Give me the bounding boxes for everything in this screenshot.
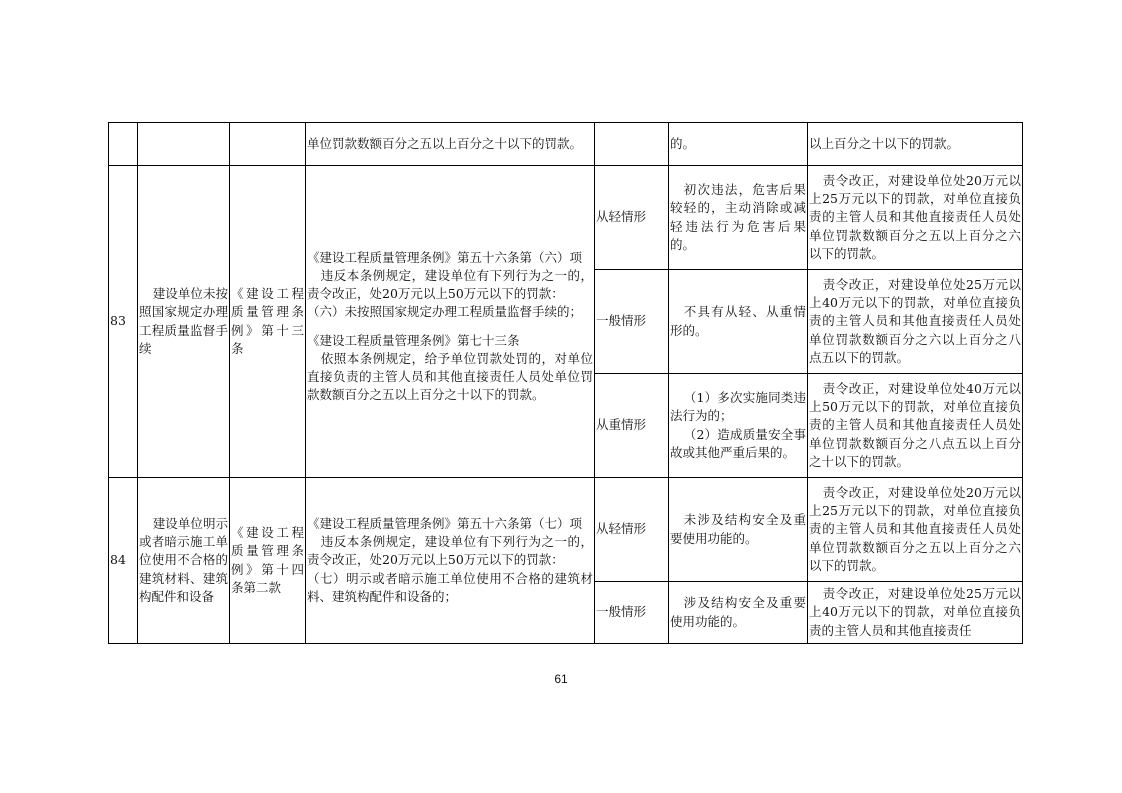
basis-title: 《建设工程质量管理条例》第七十三条 xyxy=(307,332,520,348)
situation-label: 从重情形 xyxy=(595,374,669,478)
situation-label: 从轻情形 xyxy=(595,166,669,270)
basis-item: （七）明示或者暗示施工单位使用不合格的建筑材料、建筑构配件和设备的； xyxy=(307,570,593,604)
violation-name: 建设单位未按照国家规定办理工程质量监督手续 xyxy=(138,166,230,478)
condition-item: （1）多次实施同类违法行为的； xyxy=(670,390,806,424)
table-row xyxy=(109,478,1023,582)
condition-item: （2）造成质量安全事故或其他严重后果的。 xyxy=(670,426,806,460)
item-number: 84 xyxy=(109,478,138,644)
applicable-condition: 未涉及结构安全及重要使用功能的。 xyxy=(669,478,808,582)
page-number: 61 xyxy=(554,672,568,686)
situation-label: 从轻情形 xyxy=(595,478,669,582)
penalty-basis xyxy=(306,166,595,478)
applicable-condition: 涉及结构安全及重要使用功能的。 xyxy=(669,582,808,644)
applicable-condition: 不具有从轻、从重情形的。 xyxy=(669,270,808,374)
penalty-standard-table xyxy=(108,122,1023,644)
penalty-standard: 责令改正，对建设单位处20万元以上25万元以下的罚款，对单位直接负责的主管人员和其他直接责任人员处单位罚款数额百分之五以上百分之六以下的罚款。 xyxy=(808,478,1023,582)
cell-condition: 的。 xyxy=(669,123,808,166)
situation-label: 一般情形 xyxy=(595,582,669,644)
cell-penalty: 以上百分之十以下的罚款。 xyxy=(808,123,1023,166)
cell-basis: 单位罚款数额百分之五以上百分之十以下的罚款。 xyxy=(306,123,595,166)
basis-title: 《建设工程质量管理条例》第五十六条第（六）项 xyxy=(307,249,583,265)
cell-no-empty xyxy=(109,123,138,166)
penalty-standard: 责令改正，对建设单位处20万元以上25万元以下的罚款，对单位直接负责的主管人员和其他直接责任人员处单位罚款数额百分之五以上百分之六以下的罚款。 xyxy=(808,166,1023,270)
basis-title: 《建设工程质量管理条例》第五十六条第（七）项 xyxy=(307,515,583,531)
basis-item: （六）未按照国家规定办理工程质量监督手续的； xyxy=(307,304,583,320)
basis-text: 违反本条例规定，建设单位有下列行为之一的，责令改正，处20万元以上50万元以下的罚款： xyxy=(307,267,593,302)
applicable-condition: 初次违法，危害后果较轻的，主动消除或减轻违法行为危害后果的。 xyxy=(669,166,808,270)
violated-provision: 《建设工程质量管理条例》第十四条第二款 xyxy=(230,478,306,644)
cell-situation-empty xyxy=(595,123,669,166)
cell-name-empty xyxy=(138,123,230,166)
situation-label: 一般情形 xyxy=(595,270,669,374)
applicable-condition xyxy=(669,374,808,478)
penalty-standard: 责令改正，对建设单位处40万元以上50万元以下的罚款，对单位直接负责的主管人员和其他直接责任人员处单位罚款数额百分之八点五以上百分之十以下的罚款。 xyxy=(808,374,1023,478)
item-number: 83 xyxy=(109,166,138,478)
penalty-standard: 责令改正，对建设单位处25万元以上40万元以下的罚款，对单位直接负责的主管人员和其他直接责任 xyxy=(808,582,1023,644)
penalty-standard: 责令改正，对建设单位处25万元以上40万元以下的罚款，对单位直接负责的主管人员和其他直接责任人员处单位罚款数额百分之六以上百分之八点五以下的罚款。 xyxy=(808,270,1023,374)
violated-provision: 《建设工程质量管理条例》第十三条 xyxy=(230,166,306,478)
cell-provision-empty xyxy=(230,123,306,166)
penalty-basis xyxy=(306,478,595,644)
basis-text: 依照本条例规定，给予单位罚款处罚的，对单位直接负责的主管人员和其他直接责任人员处单位罚款数额百分之五以上百分之十以下的罚款。 xyxy=(307,350,593,403)
violation-name: 建设单位明示或者暗示施工单位使用不合格的建筑材料、建筑构配件和设备 xyxy=(138,478,230,644)
table-row-continued xyxy=(109,123,1023,166)
basis-text: 违反本条例规定，建设单位有下列行为之一的，责令改正，处20万元以上50万元以下的罚款： xyxy=(307,534,593,568)
table-row xyxy=(109,166,1023,270)
